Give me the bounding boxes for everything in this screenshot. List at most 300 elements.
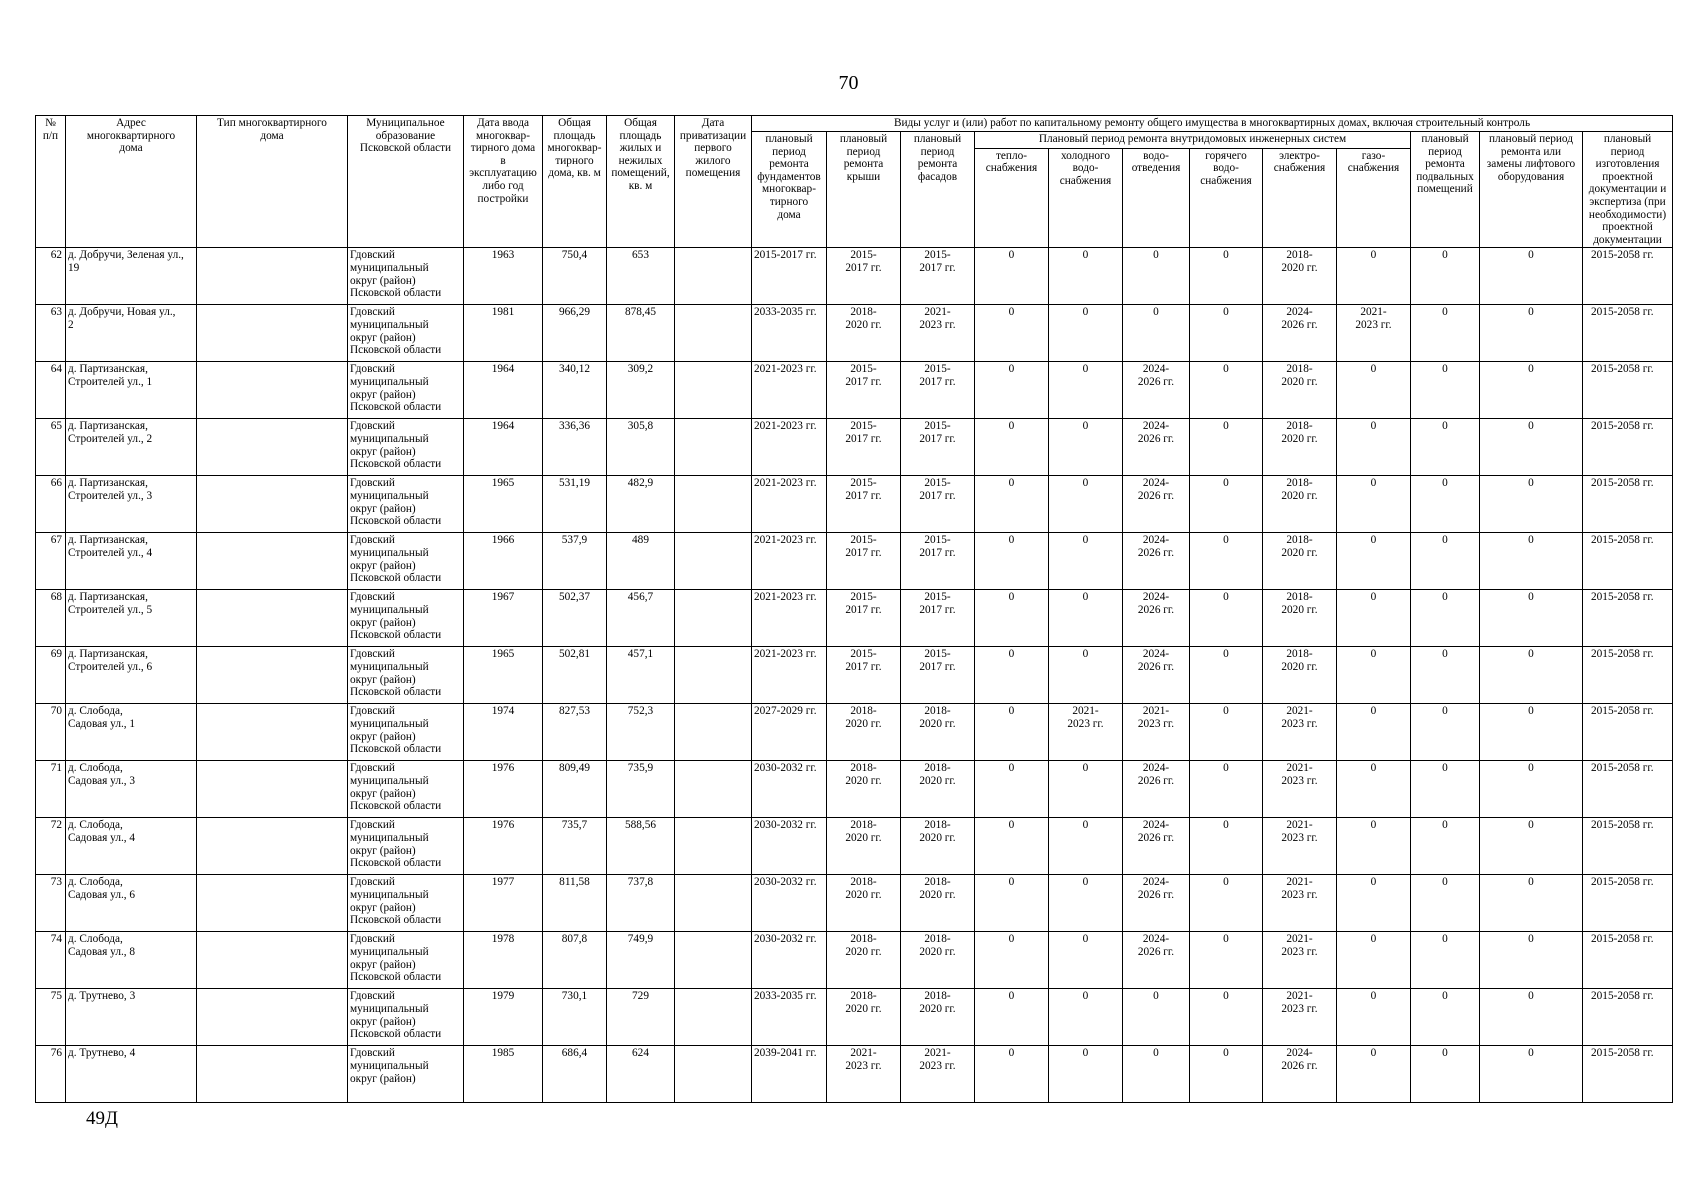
basement-period-cell: 0 (1411, 704, 1480, 761)
municipality-cell: Гдовский муниципальный округ (район) Псковской области (348, 761, 464, 818)
cold-water-cell: 0 (1049, 590, 1123, 647)
roof-period-cell: 2018- 2020 гг. (827, 704, 901, 761)
gas-supply-cell: 0 (1337, 590, 1411, 647)
roof-period-cell: 2018- 2020 гг. (827, 875, 901, 932)
heat-supply-cell: 0 (975, 1046, 1049, 1103)
elevator-period-cell: 0 (1480, 761, 1583, 818)
roof-period-cell: 2018- 2020 гг. (827, 305, 901, 362)
basement-period-cell: 0 (1411, 875, 1480, 932)
facade-period-cell: 2018- 2020 гг. (901, 818, 975, 875)
gas-supply-cell: 0 (1337, 476, 1411, 533)
hot-water-cell: 0 (1190, 875, 1263, 932)
project-docs-cell: 2015-2058 гг. (1583, 590, 1673, 647)
cold-water-cell: 0 (1049, 647, 1123, 704)
basement-period-cell: 0 (1411, 647, 1480, 704)
address-cell: д. Слобода, Садовая ул., 1 (66, 704, 197, 761)
sewerage-cell: 2021- 2023 гг. (1123, 704, 1190, 761)
roof-period-cell: 2018- 2020 гг. (827, 761, 901, 818)
privatization-date-cell (675, 1046, 752, 1103)
elevator-period-cell: 0 (1480, 932, 1583, 989)
facade-period-cell: 2021- 2023 гг. (901, 1046, 975, 1103)
header-basement: плановый период ремонта подвальных помещений (1411, 132, 1480, 248)
elevator-period-cell: 0 (1480, 590, 1583, 647)
project-docs-cell: 2015-2058 гг. (1583, 875, 1673, 932)
electricity-cell: 2018- 2020 гг. (1263, 647, 1337, 704)
basement-period-cell: 0 (1411, 533, 1480, 590)
gas-supply-cell: 0 (1337, 932, 1411, 989)
municipality-cell: Гдовский муниципальный округ (район) Псковской области (348, 647, 464, 704)
roof-period-cell: 2021- 2023 гг. (827, 1046, 901, 1103)
basement-period-cell: 0 (1411, 476, 1480, 533)
row-number-cell: 65 (36, 419, 66, 476)
municipality-cell: Гдовский муниципальный округ (район) Псковской области (348, 362, 464, 419)
header-project-docs: плановый период изготовления проектной документации и экспертиза (при необходимости) проектной документации (1583, 132, 1673, 248)
hot-water-cell: 0 (1190, 818, 1263, 875)
total-area-cell: 531,19 (543, 476, 607, 533)
project-docs-cell: 2015-2058 гг. (1583, 989, 1673, 1046)
residential-area-cell: 653 (607, 248, 675, 305)
header-heat: тепло- снабжения (975, 148, 1049, 248)
address-cell: д. Партизанская, Строителей ул., 6 (66, 647, 197, 704)
capital-repair-table (35, 115, 1673, 1103)
project-docs-cell: 2015-2058 гг. (1583, 761, 1673, 818)
table-row (36, 419, 1673, 476)
house-type-cell (197, 590, 348, 647)
project-docs-cell: 2015-2058 гг. (1583, 419, 1673, 476)
commission-year-cell: 1981 (464, 305, 543, 362)
sewerage-cell: 2024- 2026 гг. (1123, 761, 1190, 818)
sewerage-cell: 0 (1123, 248, 1190, 305)
foundation-period-cell: 2033-2035 гг. (752, 989, 827, 1046)
row-number-cell: 72 (36, 818, 66, 875)
house-type-cell (197, 533, 348, 590)
commission-year-cell: 1979 (464, 989, 543, 1046)
elevator-period-cell: 0 (1480, 875, 1583, 932)
house-type-cell (197, 704, 348, 761)
header-gas: газо- снабжения (1337, 148, 1411, 248)
commission-year-cell: 1967 (464, 590, 543, 647)
row-number-cell: 66 (36, 476, 66, 533)
sewerage-cell: 0 (1123, 989, 1190, 1046)
address-cell: д. Слобода, Садовая ул., 3 (66, 761, 197, 818)
roof-period-cell: 2018- 2020 гг. (827, 989, 901, 1046)
elevator-period-cell: 0 (1480, 818, 1583, 875)
residential-area-cell: 457,1 (607, 647, 675, 704)
elevator-period-cell: 0 (1480, 419, 1583, 476)
residential-area-cell: 878,45 (607, 305, 675, 362)
header-commission-date: Дата ввода многоквар- тирного дома в эксплуатацию либо год постройки (464, 116, 543, 248)
elevator-period-cell: 0 (1480, 1046, 1583, 1103)
roof-period-cell: 2015- 2017 гг. (827, 248, 901, 305)
header-elevator: плановый период ремонта или замены лифтового оборудования (1480, 132, 1583, 248)
sewerage-cell: 0 (1123, 305, 1190, 362)
roof-period-cell: 2015- 2017 гг. (827, 419, 901, 476)
elevator-period-cell: 0 (1480, 305, 1583, 362)
address-cell: д. Трутнево, 4 (66, 1046, 197, 1103)
row-number-cell: 75 (36, 989, 66, 1046)
house-type-cell (197, 1046, 348, 1103)
header-residential-area: Общая площадь жилых и нежилых помещений, кв. м (607, 116, 675, 248)
row-number-cell: 68 (36, 590, 66, 647)
project-docs-cell: 2015-2058 гг. (1583, 248, 1673, 305)
residential-area-cell: 309,2 (607, 362, 675, 419)
heat-supply-cell: 0 (975, 590, 1049, 647)
address-cell: д. Партизанская, Строителей ул., 4 (66, 533, 197, 590)
basement-period-cell: 0 (1411, 419, 1480, 476)
cold-water-cell: 0 (1049, 476, 1123, 533)
heat-supply-cell: 0 (975, 704, 1049, 761)
municipality-cell: Гдовский муниципальный округ (район) Псковской области (348, 989, 464, 1046)
facade-period-cell: 2015- 2017 гг. (901, 533, 975, 590)
electricity-cell: 2021- 2023 гг. (1263, 818, 1337, 875)
municipality-cell: Гдовский муниципальный округ (район) Псковской области (348, 533, 464, 590)
gas-supply-cell: 0 (1337, 989, 1411, 1046)
project-docs-cell: 2015-2058 гг. (1583, 476, 1673, 533)
commission-year-cell: 1974 (464, 704, 543, 761)
header-electricity: электро- снабжения (1263, 148, 1337, 248)
house-type-cell (197, 419, 348, 476)
project-docs-cell: 2015-2058 гг. (1583, 932, 1673, 989)
table-row (36, 704, 1673, 761)
facade-period-cell: 2015- 2017 гг. (901, 248, 975, 305)
gas-supply-cell: 0 (1337, 704, 1411, 761)
elevator-period-cell: 0 (1480, 362, 1583, 419)
facade-period-cell: 2021- 2023 гг. (901, 305, 975, 362)
header-works-group: Виды услуг и (или) работ по капитальному ремонту общего имущества в многоквартирных домах, включая строительный контроль (752, 116, 1673, 132)
house-type-cell (197, 647, 348, 704)
commission-year-cell: 1963 (464, 248, 543, 305)
municipality-cell: Гдовский муниципальный округ (район) Псковской области (348, 932, 464, 989)
gas-supply-cell: 0 (1337, 1046, 1411, 1103)
heat-supply-cell: 0 (975, 419, 1049, 476)
roof-period-cell: 2015- 2017 гг. (827, 533, 901, 590)
roof-period-cell: 2015- 2017 гг. (827, 362, 901, 419)
row-number-cell: 67 (36, 533, 66, 590)
privatization-date-cell (675, 818, 752, 875)
commission-year-cell: 1965 (464, 476, 543, 533)
electricity-cell: 2018- 2020 гг. (1263, 362, 1337, 419)
gas-supply-cell: 0 (1337, 875, 1411, 932)
roof-period-cell: 2018- 2020 гг. (827, 932, 901, 989)
elevator-period-cell: 0 (1480, 989, 1583, 1046)
basement-period-cell: 0 (1411, 248, 1480, 305)
municipality-cell: Гдовский муниципальный округ (район) Псковской области (348, 248, 464, 305)
gas-supply-cell: 0 (1337, 248, 1411, 305)
commission-year-cell: 1978 (464, 932, 543, 989)
table-row (36, 476, 1673, 533)
hot-water-cell: 0 (1190, 248, 1263, 305)
row-number-cell: 73 (36, 875, 66, 932)
electricity-cell: 2018- 2020 гг. (1263, 590, 1337, 647)
foundation-period-cell: 2021-2023 гг. (752, 476, 827, 533)
total-area-cell: 502,37 (543, 590, 607, 647)
project-docs-cell: 2015-2058 гг. (1583, 305, 1673, 362)
cold-water-cell: 0 (1049, 533, 1123, 590)
electricity-cell: 2018- 2020 гг. (1263, 248, 1337, 305)
house-type-cell (197, 932, 348, 989)
address-cell: д. Слобода, Садовая ул., 8 (66, 932, 197, 989)
municipality-cell: Гдовский муниципальный округ (район) Псковской области (348, 419, 464, 476)
hot-water-cell: 0 (1190, 305, 1263, 362)
privatization-date-cell (675, 989, 752, 1046)
privatization-date-cell (675, 476, 752, 533)
project-docs-cell: 2015-2058 гг. (1583, 1046, 1673, 1103)
table-row (36, 647, 1673, 704)
sewerage-cell: 2024- 2026 гг. (1123, 476, 1190, 533)
sewerage-cell: 2024- 2026 гг. (1123, 362, 1190, 419)
house-type-cell (197, 818, 348, 875)
table-row (36, 932, 1673, 989)
basement-period-cell: 0 (1411, 362, 1480, 419)
address-cell: д. Партизанская, Строителей ул., 5 (66, 590, 197, 647)
heat-supply-cell: 0 (975, 248, 1049, 305)
foundation-period-cell: 2030-2032 гг. (752, 761, 827, 818)
hot-water-cell: 0 (1190, 989, 1263, 1046)
residential-area-cell: 749,9 (607, 932, 675, 989)
electricity-cell: 2018- 2020 гг. (1263, 476, 1337, 533)
address-cell: д. Добручи, Новая ул., 2 (66, 305, 197, 362)
elevator-period-cell: 0 (1480, 704, 1583, 761)
privatization-date-cell (675, 362, 752, 419)
privatization-date-cell (675, 419, 752, 476)
house-type-cell (197, 875, 348, 932)
municipality-cell: Гдовский муниципальный округ (район) Псковской области (348, 476, 464, 533)
row-number-cell: 64 (36, 362, 66, 419)
table-body (36, 248, 1673, 1103)
hot-water-cell: 0 (1190, 590, 1263, 647)
gas-supply-cell: 0 (1337, 818, 1411, 875)
house-type-cell (197, 248, 348, 305)
total-area-cell: 827,53 (543, 704, 607, 761)
house-type-cell (197, 305, 348, 362)
cold-water-cell: 0 (1049, 875, 1123, 932)
basement-period-cell: 0 (1411, 989, 1480, 1046)
address-cell: д. Слобода, Садовая ул., 6 (66, 875, 197, 932)
electricity-cell: 2021- 2023 гг. (1263, 761, 1337, 818)
header-hot-water: горячего водо- снабжения (1190, 148, 1263, 248)
commission-year-cell: 1976 (464, 818, 543, 875)
privatization-date-cell (675, 875, 752, 932)
electricity-cell: 2018- 2020 гг. (1263, 533, 1337, 590)
heat-supply-cell: 0 (975, 305, 1049, 362)
basement-period-cell: 0 (1411, 305, 1480, 362)
address-cell: д. Партизанская, Строителей ул., 3 (66, 476, 197, 533)
header-num: № п/п (36, 116, 66, 248)
commission-year-cell: 1985 (464, 1046, 543, 1103)
cold-water-cell: 0 (1049, 362, 1123, 419)
project-docs-cell: 2015-2058 гг. (1583, 533, 1673, 590)
foundation-period-cell: 2021-2023 гг. (752, 533, 827, 590)
foundation-period-cell: 2030-2032 гг. (752, 932, 827, 989)
basement-period-cell: 0 (1411, 761, 1480, 818)
municipality-cell: Гдовский муниципальный округ (район) Псковской области (348, 818, 464, 875)
document-code: 49Д (86, 1108, 118, 1129)
hot-water-cell: 0 (1190, 419, 1263, 476)
header-municipality: Муниципальное образование Псковской области (348, 116, 464, 248)
basement-period-cell: 0 (1411, 818, 1480, 875)
roof-period-cell: 2015- 2017 гг. (827, 590, 901, 647)
elevator-period-cell: 0 (1480, 533, 1583, 590)
basement-period-cell: 0 (1411, 1046, 1480, 1103)
gas-supply-cell: 2021- 2023 гг. (1337, 305, 1411, 362)
total-area-cell: 730,1 (543, 989, 607, 1046)
sewerage-cell: 2024- 2026 гг. (1123, 590, 1190, 647)
residential-area-cell: 305,8 (607, 419, 675, 476)
commission-year-cell: 1966 (464, 533, 543, 590)
total-area-cell: 966,29 (543, 305, 607, 362)
address-cell: д. Партизанская, Строителей ул., 2 (66, 419, 197, 476)
facade-period-cell: 2015- 2017 гг. (901, 419, 975, 476)
house-type-cell (197, 476, 348, 533)
foundation-period-cell: 2021-2023 гг. (752, 590, 827, 647)
facade-period-cell: 2018- 2020 гг. (901, 704, 975, 761)
heat-supply-cell: 0 (975, 476, 1049, 533)
heat-supply-cell: 0 (975, 989, 1049, 1046)
heat-supply-cell: 0 (975, 533, 1049, 590)
facade-period-cell: 2015- 2017 гг. (901, 590, 975, 647)
electricity-cell: 2021- 2023 гг. (1263, 704, 1337, 761)
hot-water-cell: 0 (1190, 932, 1263, 989)
commission-year-cell: 1964 (464, 362, 543, 419)
heat-supply-cell: 0 (975, 818, 1049, 875)
gas-supply-cell: 0 (1337, 362, 1411, 419)
commission-year-cell: 1964 (464, 419, 543, 476)
heat-supply-cell: 0 (975, 362, 1049, 419)
header-engineering-group: Плановый период ремонта внутридомовых инженерных систем (975, 132, 1411, 149)
elevator-period-cell: 0 (1480, 248, 1583, 305)
table-row (36, 248, 1673, 305)
privatization-date-cell (675, 932, 752, 989)
residential-area-cell: 588,56 (607, 818, 675, 875)
facade-period-cell: 2018- 2020 гг. (901, 761, 975, 818)
address-cell: д. Трутнево, 3 (66, 989, 197, 1046)
total-area-cell: 750,4 (543, 248, 607, 305)
table-row (36, 533, 1673, 590)
residential-area-cell: 752,3 (607, 704, 675, 761)
header-facade: плановый период ремонта фасадов (901, 132, 975, 248)
heat-supply-cell: 0 (975, 875, 1049, 932)
electricity-cell: 2018- 2020 гг. (1263, 419, 1337, 476)
privatization-date-cell (675, 704, 752, 761)
municipality-cell: Гдовский муниципальный округ (район) Псковской области (348, 305, 464, 362)
privatization-date-cell (675, 248, 752, 305)
total-area-cell: 809,49 (543, 761, 607, 818)
electricity-cell: 2024- 2026 гг. (1263, 1046, 1337, 1103)
elevator-period-cell: 0 (1480, 476, 1583, 533)
sewerage-cell: 2024- 2026 гг. (1123, 932, 1190, 989)
facade-period-cell: 2015- 2017 гг. (901, 476, 975, 533)
gas-supply-cell: 0 (1337, 761, 1411, 818)
hot-water-cell: 0 (1190, 476, 1263, 533)
elevator-period-cell: 0 (1480, 647, 1583, 704)
row-number-cell: 69 (36, 647, 66, 704)
page-number: 70 (838, 72, 859, 94)
foundation-period-cell: 2021-2023 гг. (752, 362, 827, 419)
facade-period-cell: 2018- 2020 гг. (901, 875, 975, 932)
header-total-area: Общая площадь многоквар- тирного дома, кв. м (543, 116, 607, 248)
residential-area-cell: 456,7 (607, 590, 675, 647)
cold-water-cell: 0 (1049, 989, 1123, 1046)
header-roof: плановый период ремонта крыши (827, 132, 901, 248)
header-sewerage: водо- отведения (1123, 148, 1190, 248)
sewerage-cell: 0 (1123, 1046, 1190, 1103)
project-docs-cell: 2015-2058 гг. (1583, 647, 1673, 704)
privatization-date-cell (675, 647, 752, 704)
table-row (36, 362, 1673, 419)
foundation-period-cell: 2021-2023 гг. (752, 647, 827, 704)
commission-year-cell: 1965 (464, 647, 543, 704)
roof-period-cell: 2018- 2020 гг. (827, 818, 901, 875)
residential-area-cell: 737,8 (607, 875, 675, 932)
heat-supply-cell: 0 (975, 761, 1049, 818)
foundation-period-cell: 2021-2023 гг. (752, 419, 827, 476)
header-type: Тип многоквартирного дома (197, 116, 348, 248)
foundation-period-cell: 2027-2029 гг. (752, 704, 827, 761)
electricity-cell: 2021- 2023 гг. (1263, 989, 1337, 1046)
foundation-period-cell: 2033-2035 гг. (752, 305, 827, 362)
privatization-date-cell (675, 305, 752, 362)
sewerage-cell: 2024- 2026 гг. (1123, 875, 1190, 932)
total-area-cell: 807,8 (543, 932, 607, 989)
cold-water-cell: 0 (1049, 1046, 1123, 1103)
project-docs-cell: 2015-2058 гг. (1583, 818, 1673, 875)
table-row (36, 305, 1673, 362)
basement-period-cell: 0 (1411, 590, 1480, 647)
sewerage-cell: 2024- 2026 гг. (1123, 533, 1190, 590)
privatization-date-cell (675, 590, 752, 647)
foundation-period-cell: 2030-2032 гг. (752, 875, 827, 932)
cold-water-cell: 0 (1049, 248, 1123, 305)
total-area-cell: 340,12 (543, 362, 607, 419)
table-row (36, 875, 1673, 932)
commission-year-cell: 1977 (464, 875, 543, 932)
address-cell: д. Партизанская, Строителей ул., 1 (66, 362, 197, 419)
hot-water-cell: 0 (1190, 761, 1263, 818)
privatization-date-cell (675, 533, 752, 590)
roof-period-cell: 2015- 2017 гг. (827, 476, 901, 533)
project-docs-cell: 2015-2058 гг. (1583, 362, 1673, 419)
total-area-cell: 735,7 (543, 818, 607, 875)
house-type-cell (197, 989, 348, 1046)
municipality-cell: Гдовский муниципальный округ (район) Псковской области (348, 590, 464, 647)
address-cell: д. Добручи, Зеленая ул., 19 (66, 248, 197, 305)
house-type-cell (197, 761, 348, 818)
facade-period-cell: 2015- 2017 гг. (901, 362, 975, 419)
facade-period-cell: 2015- 2017 гг. (901, 647, 975, 704)
header-address: Адрес многоквартирного дома (66, 116, 197, 248)
row-number-cell: 70 (36, 704, 66, 761)
table-row (36, 818, 1673, 875)
sewerage-cell: 2024- 2026 гг. (1123, 818, 1190, 875)
house-type-cell (197, 362, 348, 419)
residential-area-cell: 624 (607, 1046, 675, 1103)
cold-water-cell: 2021- 2023 гг. (1049, 704, 1123, 761)
table-row (36, 1046, 1673, 1103)
row-number-cell: 74 (36, 932, 66, 989)
privatization-date-cell (675, 761, 752, 818)
project-docs-cell: 2015-2058 гг. (1583, 704, 1673, 761)
foundation-period-cell: 2015-2017 гг. (752, 248, 827, 305)
hot-water-cell: 0 (1190, 362, 1263, 419)
total-area-cell: 811,58 (543, 875, 607, 932)
address-cell: д. Слобода, Садовая ул., 4 (66, 818, 197, 875)
electricity-cell: 2024- 2026 гг. (1263, 305, 1337, 362)
table-row (36, 989, 1673, 1046)
hot-water-cell: 0 (1190, 647, 1263, 704)
hot-water-cell: 0 (1190, 704, 1263, 761)
commission-year-cell: 1976 (464, 761, 543, 818)
residential-area-cell: 729 (607, 989, 675, 1046)
